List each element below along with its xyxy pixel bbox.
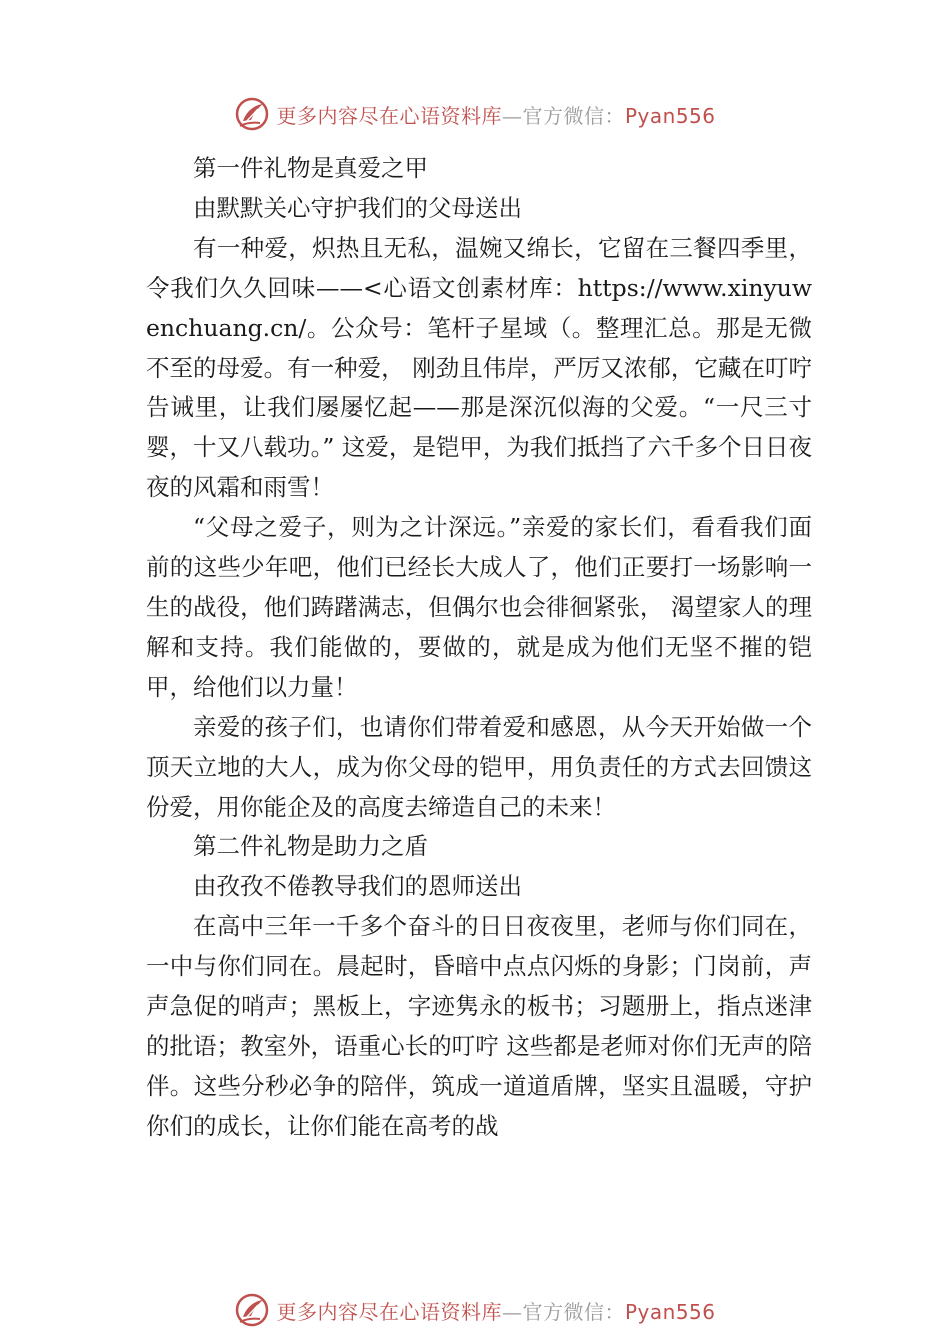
paragraph: 由默默关心守护我们的父母送出 — [193, 193, 522, 222]
paragraph: 在高中三年一千多个奋斗的日日夜夜里，老师与你们同在，一中与你们同在。晨起时，昏暗中点点闪烁的身影；门岗前，声声急促的哨声；黑板上，字迹隽永的板书；习题册上，指点迷津的批语；教室外，语重心长的叮咛 这些都是老师对你们无声的陪伴。这些分秒必争的陪伴，筑成一道道盾牌，坚实且温暖，守护你们的成长，让你们能在高考的战 — [146, 912, 812, 1140]
header-wechat-id: Pyan556 — [624, 103, 716, 128]
footer-official: 官方微信： — [522, 1299, 625, 1324]
footer-text — [276, 1296, 715, 1325]
header-text — [276, 100, 715, 129]
header-dash: — — [501, 103, 523, 128]
footer-prefix: 更多内容尽在心语资料库 — [276, 1299, 502, 1324]
header-prefix: 更多内容尽在心语资料库 — [276, 103, 502, 128]
footer-dash: — — [501, 1299, 523, 1324]
header-official: 官方微信： — [522, 103, 625, 128]
paragraph: 亲爱的孩子们，也请你们带着爱和感恩，从今天开始做一个顶天立地的大人，成为你父母的铠甲，用负责任的方式去回馈这份爱，用你能企及的高度去缔造自己的未来！ — [146, 712, 812, 821]
paragraph: 第二件礼物是助力之盾 — [193, 832, 428, 861]
paragraph: “父母之爱子，则为之计深远。”亲爱的家长们，看看我们面前的这些少年吧，他们已经长大成人了，他们正要打一场影响一生的战役，他们踌躇满志，但偶尔也会徘徊紧张， 渴望家人的理解和支持。我们能做的，要做的，就是成为他们无坚不摧的铠甲，给他们以力量！ — [146, 513, 812, 701]
brand-logo-icon — [234, 96, 270, 132]
paragraph: 第一件礼物是真爱之甲 — [193, 154, 428, 182]
footer-banner — [0, 1290, 950, 1330]
paragraph: 有一种爱，炽热且无私，温婉又绵长，它留在三餐四季里，令我们久久回味——<心语文创素材库：https://www.xinyuwenchuang.cn/。公众号：笔杆子星域（。整理汇总。那是无微不至的母爱。有一种爱， 刚劲且伟岸，严厉又浓郁，它藏在叮咛告诫里，让我们屡屡忆起——那是深沉似海的父爱。“一尺三寸婴，十又八载功。” 这爱，是铠甲，为我们抵挡了六千多个日日夜夜的风霜和雨雪！ — [146, 233, 812, 502]
header-banner — [0, 94, 950, 134]
paragraph: 由孜孜不倦教导我们的恩师送出 — [193, 872, 522, 901]
document-body — [146, 149, 812, 1147]
footer-wechat-id: Pyan556 — [624, 1299, 716, 1324]
brand-logo-icon — [234, 1292, 270, 1328]
